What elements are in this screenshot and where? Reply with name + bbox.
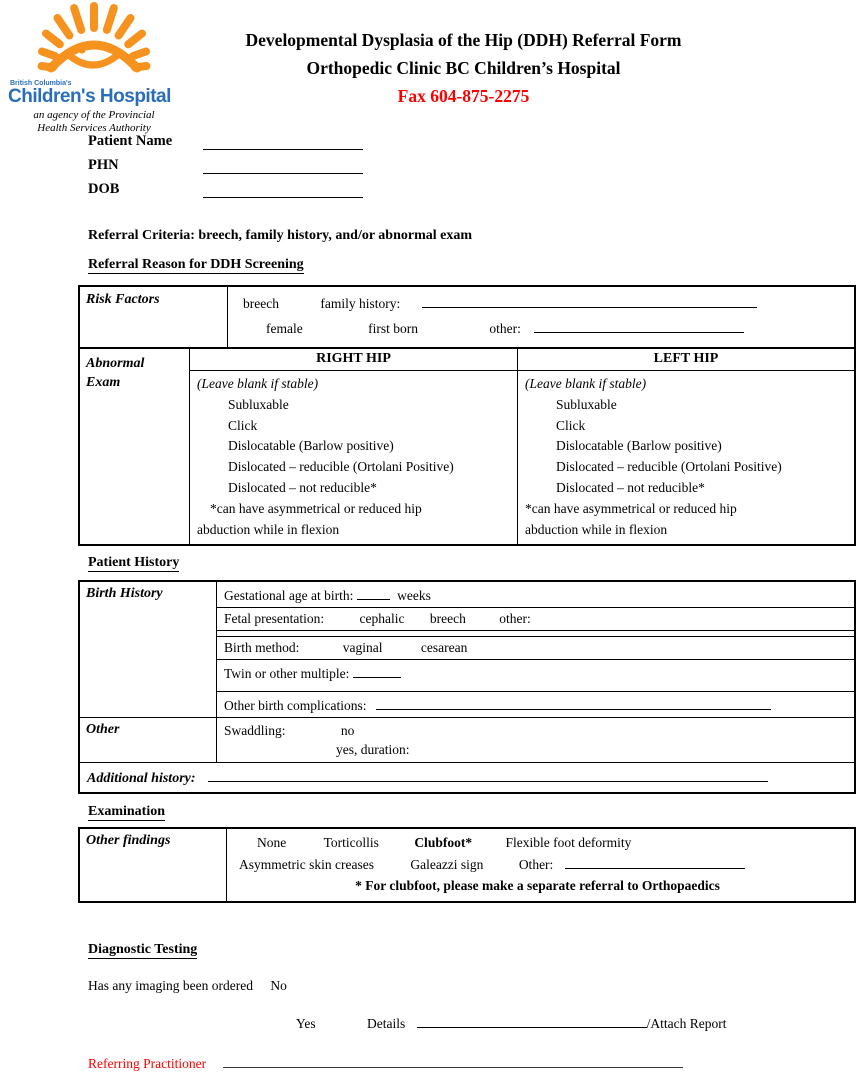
dob-row xyxy=(88,174,867,198)
abnormal-exam-section xyxy=(80,349,854,544)
right-hip-header: RIGHT HIP xyxy=(190,349,517,371)
referring-practitioner-label: Referring Practitioner xyxy=(88,1055,207,1071)
risk-factors-section xyxy=(80,287,854,349)
attach-report-label: /Attach Report xyxy=(646,1015,727,1031)
clubfoot-note: * For clubfoot, please make a separate referral to Orthopaedics xyxy=(355,878,720,894)
patient-history-table xyxy=(78,580,856,794)
examination-heading: Examination xyxy=(88,804,166,820)
additional-history-field[interactable] xyxy=(208,767,768,782)
left-hip-option-subluxable[interactable]: Subluxable xyxy=(556,396,617,412)
option-cesarean[interactable]: cesarean xyxy=(420,640,468,656)
option-fetal-breech[interactable]: breech xyxy=(429,611,466,627)
left-hip-option-dislocated-reducible[interactable]: Dislocated – reducible (Ortolani Positive) xyxy=(556,459,782,475)
birth-method-row: Birth method: vaginal cesarean xyxy=(217,637,854,660)
logo-region-text: British Columbia's xyxy=(10,80,72,87)
left-hip-option-click[interactable]: Click xyxy=(556,417,586,433)
fetal-other-label[interactable]: other: xyxy=(499,611,531,627)
details-label: Details xyxy=(367,1015,406,1031)
family-history-field[interactable] xyxy=(422,293,757,308)
diagnostic-testing-heading: Diagnostic Testing xyxy=(88,941,198,957)
dob-field[interactable] xyxy=(203,183,363,198)
left-hip-header: LEFT HIP xyxy=(518,349,854,371)
patient-history-heading: Patient History xyxy=(88,555,180,571)
phn-label: PHN xyxy=(88,157,119,173)
left-hip-note: (Leave blank if stable) xyxy=(525,376,647,391)
additional-history-label: Additional history: xyxy=(87,771,196,787)
gestational-age-row: Gestational age at birth: weeks xyxy=(217,582,854,608)
right-hip-option-click[interactable]: Click xyxy=(228,417,258,433)
left-hip-column: LEFT HIP (Leave blank if stable) Subluxable Click Dislocatable (Barlow positive) Dislocated – reducible (Ortolani Positive) Dislocated – not reducible* *can have asymmetrical or reduced hip abduction while in flexion xyxy=(518,349,854,544)
additional-history-row xyxy=(80,763,854,792)
swaddling-row: Swaddling: no yes, duration: xyxy=(217,718,854,763)
option-breech[interactable]: breech xyxy=(243,296,279,311)
right-hip-option-dislocated-not-reducible[interactable]: Dislocated – not reducible* xyxy=(228,479,377,495)
option-imaging-yes[interactable]: Yes xyxy=(296,1015,316,1031)
option-flexible-foot[interactable]: Flexible foot deformity xyxy=(505,835,632,851)
other-findings-label: Other findings xyxy=(80,829,227,901)
risk-factors-label: Risk Factors xyxy=(80,287,228,347)
bc-childrens-hospital-logo xyxy=(8,2,180,135)
form-header xyxy=(60,0,867,110)
option-torticollis[interactable]: Torticollis xyxy=(323,835,379,851)
right-hip-column: RIGHT HIP (Leave blank if stable) Subluxable Click Dislocatable (Barlow positive) Dislocated – reducible (Ortolani Positive) Dislocated – not reducible* *can have asymmetrical or reduced hip abduction while in flexion xyxy=(190,349,518,544)
findings-other-field[interactable] xyxy=(565,854,745,869)
fax-number: Fax 604-875-2275 xyxy=(397,86,530,106)
left-hip-option-dislocatable[interactable]: Dislocatable (Barlow positive) xyxy=(556,438,722,454)
option-swaddling-yes[interactable]: yes, duration: xyxy=(336,742,410,758)
referring-practitioner-row xyxy=(88,1053,867,1072)
patient-name-field[interactable] xyxy=(203,135,363,150)
imaging-yes-row xyxy=(88,1013,867,1032)
option-galeazzi[interactable]: Galeazzi sign xyxy=(410,856,484,872)
option-other[interactable]: other: xyxy=(489,321,521,336)
option-imaging-no[interactable]: No xyxy=(270,977,287,993)
examination-table xyxy=(78,827,856,903)
option-none[interactable]: None xyxy=(257,835,287,851)
imaging-question-row xyxy=(88,978,867,994)
other-history-label: Other xyxy=(80,718,217,763)
dob-label: DOB xyxy=(88,181,120,197)
right-hip-note: (Leave blank if stable) xyxy=(197,376,319,391)
patient-name-row xyxy=(88,126,867,150)
complications-field[interactable] xyxy=(376,695,771,710)
fetal-presentation-row: Fetal presentation: cephalic breech other: xyxy=(217,608,854,631)
logo-tagline: an agency of the Provincial Health Services Authority xyxy=(33,109,155,134)
right-hip-option-dislocatable[interactable]: Dislocatable (Barlow positive) xyxy=(228,438,394,454)
option-female[interactable]: female xyxy=(266,321,303,336)
referral-criteria-text: Referral Criteria: breech, family history, and/or abnormal exam xyxy=(88,228,473,243)
referral-reason-table xyxy=(78,285,856,546)
option-first-born[interactable]: first born xyxy=(368,321,418,336)
left-hip-option-dislocated-not-reducible[interactable]: Dislocated – not reducible* xyxy=(556,479,705,495)
logo-brand-text: Children's Hospital xyxy=(8,86,171,107)
birth-history-label: Birth History xyxy=(80,582,217,718)
details-field[interactable] xyxy=(417,1013,647,1028)
risk-factors-options xyxy=(228,287,854,347)
risk-other-field[interactable] xyxy=(534,318,744,333)
phn-row xyxy=(88,150,867,174)
patient-name-label: Patient Name xyxy=(88,133,173,149)
referral-reason-heading: Referral Reason for DDH Screening xyxy=(88,257,304,272)
form-title: Developmental Dysplasia of the Hip (DDH) Referral Form xyxy=(245,30,682,50)
findings-other-label[interactable]: Other: xyxy=(518,856,554,872)
left-hip-footnote: *can have asymmetrical or reduced hip xyxy=(525,500,737,516)
phn-field[interactable] xyxy=(203,159,363,174)
other-findings-options xyxy=(227,829,854,901)
twin-row: Twin or other multiple: xyxy=(217,660,854,692)
gestational-age-field[interactable] xyxy=(357,585,390,600)
sun-face-icon xyxy=(9,2,179,76)
complications-row: Other birth complications: xyxy=(217,692,854,718)
option-family-history[interactable]: family history: xyxy=(320,296,401,311)
referring-practitioner-field[interactable] xyxy=(223,1053,683,1068)
twin-field[interactable] xyxy=(353,663,401,678)
option-swaddling-no[interactable]: no xyxy=(340,723,355,739)
option-clubfoot[interactable]: Clubfoot* xyxy=(414,835,473,851)
form-subtitle: Orthopedic Clinic BC Children’s Hospital xyxy=(306,58,621,78)
right-hip-option-subluxable[interactable]: Subluxable xyxy=(228,396,289,412)
option-cephalic[interactable]: cephalic xyxy=(359,611,405,627)
imaging-question: Has any imaging been ordered xyxy=(88,977,253,993)
option-asymmetric-creases[interactable]: Asymmetric skin creases xyxy=(239,856,374,872)
abnormal-exam-label: Abnormal Exam xyxy=(80,349,190,544)
option-vaginal[interactable]: vaginal xyxy=(342,640,383,656)
right-hip-option-dislocated-reducible[interactable]: Dislocated – reducible (Ortolani Positive) xyxy=(228,459,454,475)
right-hip-footnote: *can have asymmetrical or reduced hip xyxy=(210,500,422,516)
patient-info-block xyxy=(88,126,867,198)
